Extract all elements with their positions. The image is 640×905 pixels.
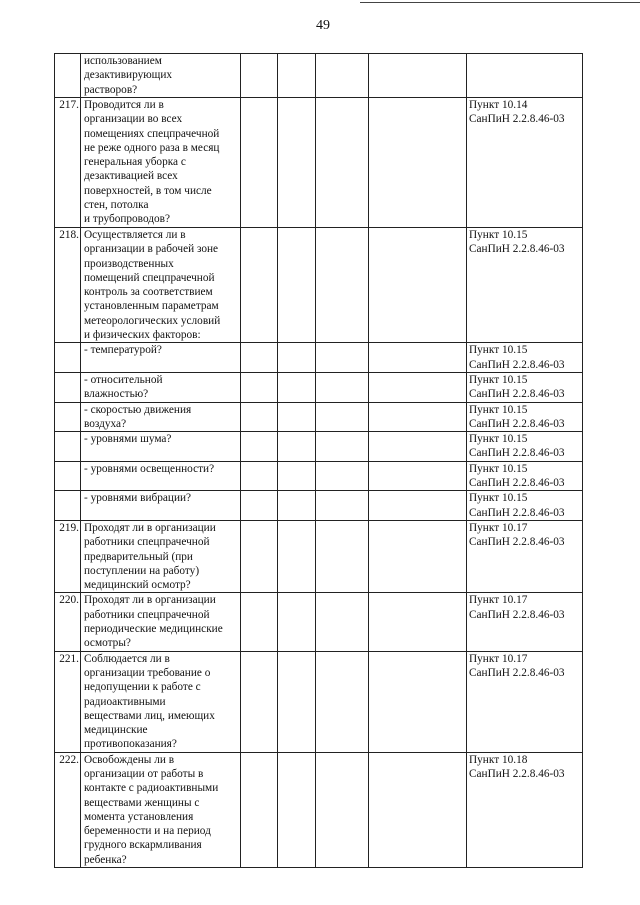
question-text: - уровнями вибрации?: [81, 491, 241, 521]
item-number: 217.: [55, 98, 81, 228]
item-number: 220.: [55, 593, 81, 651]
item-number: [55, 461, 81, 491]
answer-cell-yes: [241, 402, 278, 432]
regulation-reference: Пункт 10.15 СанПиН 2.2.8.46-03: [467, 343, 583, 373]
regulation-reference: Пункт 10.15 СанПиН 2.2.8.46-03: [467, 228, 583, 343]
answer-cell-na: [316, 752, 369, 867]
table-row: [55, 593, 583, 651]
answer-cell-yes: [241, 54, 278, 98]
answer-cell-no: [278, 54, 316, 98]
answer-cell-no: [278, 520, 316, 592]
checklist-table: [54, 53, 583, 868]
answer-cell-yes: [241, 651, 278, 752]
question-text: - уровнями шума?: [81, 432, 241, 462]
answer-cell-yes: [241, 491, 278, 521]
regulation-reference: Пункт 10.17 СанПиН 2.2.8.46-03: [467, 593, 583, 651]
answer-cell-yes: [241, 372, 278, 402]
answer-cell-na: [316, 54, 369, 98]
item-number: [55, 54, 81, 98]
table-row: [55, 520, 583, 592]
table-row: [55, 461, 583, 491]
answer-cell-no: [278, 372, 316, 402]
answer-cell-no: [278, 432, 316, 462]
answer-cell-yes: [241, 520, 278, 592]
page-number: 49: [316, 18, 330, 33]
item-number: [55, 402, 81, 432]
table-row: [55, 54, 583, 98]
question-text: Освобождены ли в организации от работы в контакте с радиоактивными веществами женщины с момента установления беременности и на период грудного вскармливания ребенка?: [81, 752, 241, 867]
notes-cell: [369, 461, 467, 491]
regulation-reference: Пункт 10.15 СанПиН 2.2.8.46-03: [467, 402, 583, 432]
question-text: - уровнями освещенности?: [81, 461, 241, 491]
item-number: [55, 372, 81, 402]
question-text: Соблюдается ли в организации требование о недопущении к работе с радиоактивными веществами лиц, имеющих медицинские противопоказания?: [81, 651, 241, 752]
answer-cell-yes: [241, 593, 278, 651]
regulation-reference: Пункт 10.14 СанПиН 2.2.8.46-03: [467, 98, 583, 228]
notes-cell: [369, 228, 467, 343]
notes-cell: [369, 593, 467, 651]
table-row: [55, 98, 583, 228]
table-row: [55, 343, 583, 373]
table-row: [55, 491, 583, 521]
regulation-reference: Пункт 10.15 СанПиН 2.2.8.46-03: [467, 461, 583, 491]
answer-cell-na: [316, 228, 369, 343]
question-text: - скоростью движения воздуха?: [81, 402, 241, 432]
question-text: Осуществляется ли в организации в рабочей зоне производственных помещений спецпрачечной контроль за соответствием установленным параметрам метеорологических условий и физических факторов:: [81, 228, 241, 343]
answer-cell-na: [316, 593, 369, 651]
answer-cell-na: [316, 432, 369, 462]
notes-cell: [369, 752, 467, 867]
answer-cell-yes: [241, 752, 278, 867]
regulation-reference: Пункт 10.15 СанПиН 2.2.8.46-03: [467, 491, 583, 521]
question-text: Проходят ли в организации работники спецпрачечной периодические медицинские осмотры?: [81, 593, 241, 651]
notes-cell: [369, 372, 467, 402]
notes-cell: [369, 402, 467, 432]
answer-cell-yes: [241, 432, 278, 462]
answer-cell-na: [316, 402, 369, 432]
notes-cell: [369, 651, 467, 752]
checklist-table-body: [55, 54, 583, 868]
answer-cell-na: [316, 343, 369, 373]
item-number: [55, 491, 81, 521]
answer-cell-no: [278, 461, 316, 491]
answer-cell-na: [316, 491, 369, 521]
item-number: 222.: [55, 752, 81, 867]
notes-cell: [369, 343, 467, 373]
table-row: [55, 432, 583, 462]
answer-cell-no: [278, 98, 316, 228]
table-row: [55, 228, 583, 343]
table-row: [55, 752, 583, 867]
question-text: Проводится ли в организации во всех помещениях спецпрачечной не реже одного раза в месяц генеральная уборка с дезактивацией всех поверхностей, в том числе стен, потолка и трубопроводов?: [81, 98, 241, 228]
regulation-reference: Пункт 10.15 СанПиН 2.2.8.46-03: [467, 432, 583, 462]
item-number: 218.: [55, 228, 81, 343]
notes-cell: [369, 520, 467, 592]
answer-cell-no: [278, 651, 316, 752]
item-number: 219.: [55, 520, 81, 592]
regulation-reference: Пункт 10.15 СанПиН 2.2.8.46-03: [467, 372, 583, 402]
answer-cell-no: [278, 228, 316, 343]
item-number: [55, 343, 81, 373]
notes-cell: [369, 98, 467, 228]
question-text: использованием дезактивирующих растворов?: [81, 54, 241, 98]
regulation-reference: Пункт 10.17 СанПиН 2.2.8.46-03: [467, 520, 583, 592]
notes-cell: [369, 491, 467, 521]
regulation-reference: Пункт 10.17 СанПиН 2.2.8.46-03: [467, 651, 583, 752]
answer-cell-na: [316, 651, 369, 752]
table-row: [55, 402, 583, 432]
answer-cell-na: [316, 461, 369, 491]
answer-cell-yes: [241, 343, 278, 373]
answer-cell-yes: [241, 228, 278, 343]
regulation-reference: Пункт 10.18 СанПиН 2.2.8.46-03: [467, 752, 583, 867]
answer-cell-yes: [241, 98, 278, 228]
item-number: 221.: [55, 651, 81, 752]
answer-cell-no: [278, 402, 316, 432]
answer-cell-no: [278, 491, 316, 521]
answer-cell-yes: [241, 461, 278, 491]
item-number: [55, 432, 81, 462]
regulation-reference: [467, 54, 583, 98]
answer-cell-na: [316, 98, 369, 228]
table-row: [55, 372, 583, 402]
answer-cell-no: [278, 343, 316, 373]
question-text: Проходят ли в организации работники спецпрачечной предварительный (при поступлении на работу) медицинский осмотр?: [81, 520, 241, 592]
question-text: - температурой?: [81, 343, 241, 373]
answer-cell-na: [316, 520, 369, 592]
answer-cell-na: [316, 372, 369, 402]
question-text: - относительной влажностью?: [81, 372, 241, 402]
answer-cell-no: [278, 593, 316, 651]
top-rule: [360, 2, 640, 3]
notes-cell: [369, 54, 467, 98]
notes-cell: [369, 432, 467, 462]
table-row: [55, 651, 583, 752]
answer-cell-no: [278, 752, 316, 867]
